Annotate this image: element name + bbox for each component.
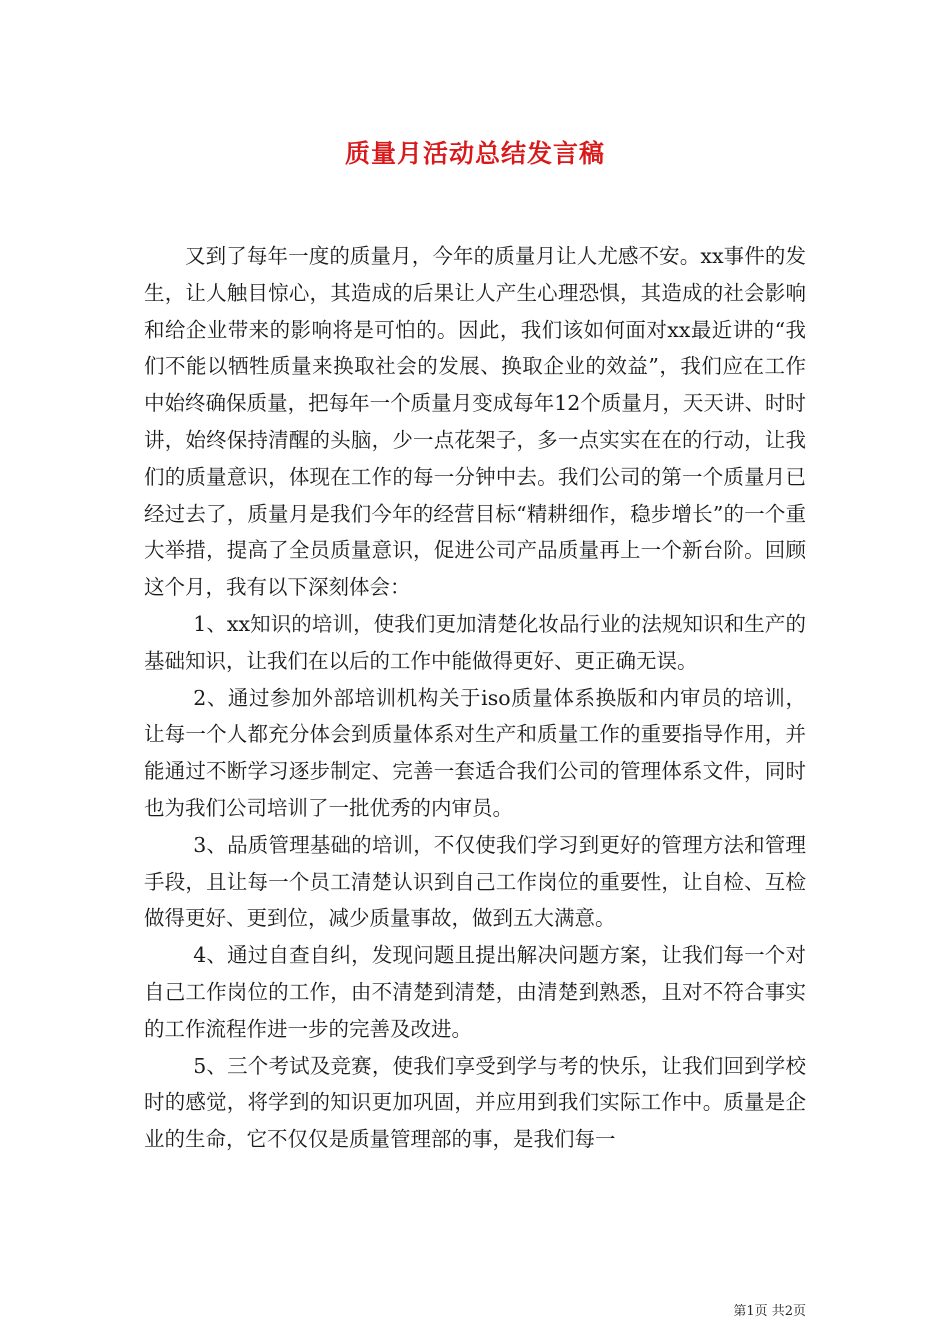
document-body — [144, 238, 806, 1158]
list-item-2: 2、通过参加外部培训机构关于iso质量体系换版和内审员的培训，让每一个人都充分体会到质量体系对生产和质量工作的重要指导作用，并能通过不断学习逐步制定、完善一套适合我们公司的管理体系文件，同时也为我们公司培训了一批优秀的内审员。 — [144, 685, 806, 820]
list-item-1: 1、xx知识的培训，使我们更加清楚化妆品行业的法规知识和生产的基础知识，让我们在以后的工作中能做得更好、更正确无误。 — [144, 611, 806, 673]
page-title: 质量月活动总结发言稿 — [344, 139, 605, 168]
page-number-footer: 第1页 共2页 — [733, 1304, 806, 1319]
list-item-3: 3、品质管理基础的培训，不仅使我们学习到更好的管理方法和管理手段，且让每一个员工清楚认识到自己工作岗位的重要性，让自检、互检做得更好、更到位，减少质量事故，做到五大满意。 — [144, 832, 806, 931]
list-item-4: 4、通过自查自纠，发现问题且提出解决问题方案，让我们每一个对自己工作岗位的工作，由不清楚到清楚，由清楚到熟悉，且对不符合事实的工作流程作进一步的完善及改进。 — [144, 943, 806, 1041]
intro-paragraph: 又到了每年一度的质量月，今年的质量月让人尤感不安。xx事件的发生，让人触目惊心，其造成的后果让人产生心理恐惧，其造成的社会影响和给企业带来的影响将是可怕的。因此，我们该如何面对xx最近讲的“我们不能以牺牲质量来换取社会的发展、换取企业的效益”，我们应在工作中始终确保质量，把每年一个质量月变成每年12个质量月，天天讲、时时讲，始终保持清醒的头脑，少一点花架子，多一点实实在在的行动，让我们的质量意识，体现在工作的每一分钟中去。我们公司的第一个质量月已经过去了，质量月是我们今年的经营目标“精耕细作，稳步增长”的一个重大举措，提高了全员质量意识，促进公司产品质量再上一个新台阶。回顾这个月，我有以下深刻体会： — [144, 244, 806, 600]
list-item-5: 5、三个考试及竞赛，使我们享受到学与考的快乐，让我们回到学校时的感觉，将学到的知识更加巩固，并应用到我们实际工作中。质量是企业的生命，它不仅仅是质量管理部的事，是我们每一 — [144, 1053, 806, 1152]
